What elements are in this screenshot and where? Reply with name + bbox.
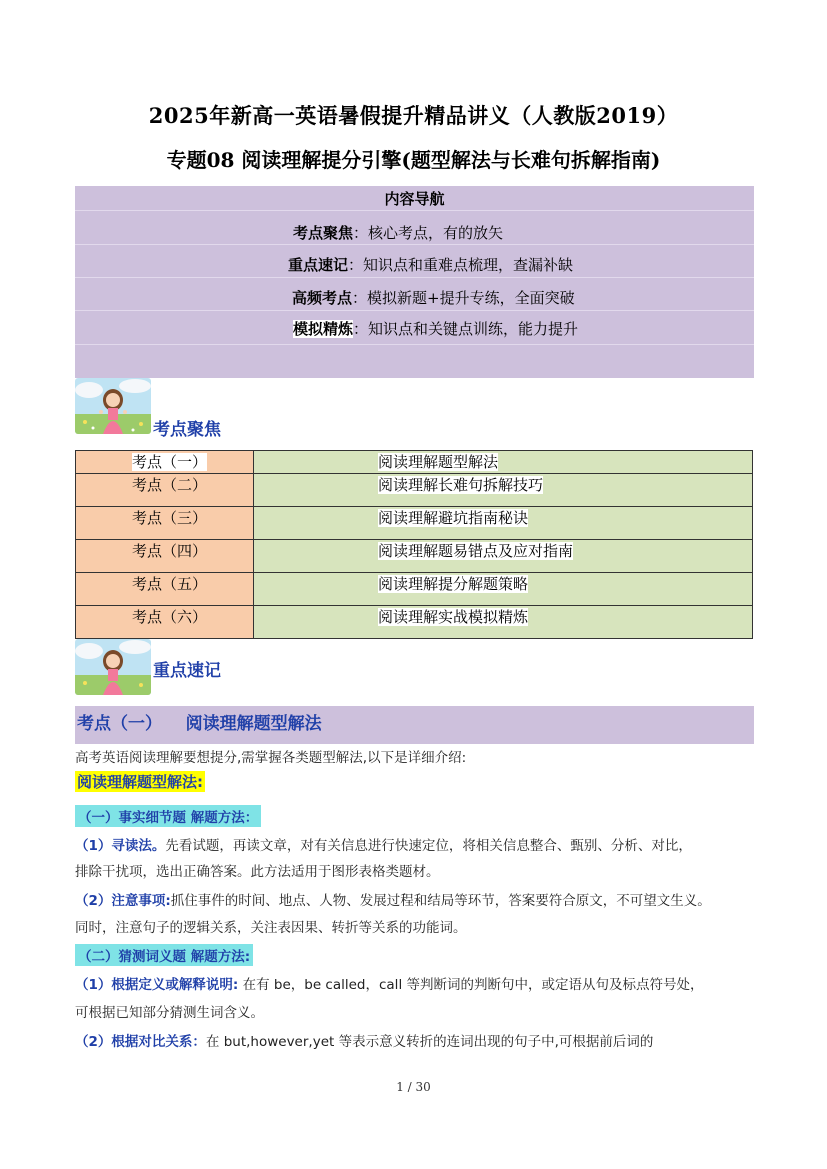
nav-item [292,287,575,308]
paragraph: （2）根据对比关系：在 but,however,yet 等表示意义转折的连词出现的句子中,可根据前后词的 [75,1034,654,1050]
nav-item-label: 考点聚焦 [293,224,354,242]
girl-illustration-icon [75,639,151,695]
key-points-table [75,450,753,639]
nav-divider [75,210,754,211]
topic-heading-bar [75,706,754,744]
nav-item-text: ：模拟新题+提升专练，全面突破 [352,289,575,307]
nav-divider [75,344,754,345]
table-cell-point: 考点（二） [76,474,254,507]
page-number: 1 / 30 [396,1080,431,1094]
nav-item [293,318,578,339]
table-cell-topic: 阅读理解题型解法 [254,451,753,474]
content-navigation [75,186,754,378]
sub-heading: （二）猜测词义题 解题方法: [75,944,253,966]
table-cell-topic: 阅读理解实战模拟精炼 [254,606,753,639]
paragraph-continued: 排除干扰项，选出正确答案。此方法适用于图形表格类题材。 [75,864,440,880]
nav-item-text: ：核心考点，有的放矢 [353,224,504,242]
nav-item [293,222,503,243]
method-heading: 阅读理解题型解法: [77,773,203,791]
paragraph-continued: 可根据已知部分猜测生词含义。 [75,1005,264,1021]
document-title: 2025年新高一英语暑假提升精品讲义（人教版2019） [148,103,679,128]
sub-heading: （一）事实细节题 解题方法： [75,805,261,827]
nav-divider [75,244,754,245]
table-row [76,474,753,507]
nav-item-label: 模拟精炼 [293,320,354,338]
table-cell-point: 考点（一） [76,451,254,474]
document-subtitle: 专题08 阅读理解提分引擎(题型解法与长难句拆解指南) [166,148,661,172]
table-cell-topic: 阅读理解提分解题策略 [254,573,753,606]
paragraph: （1）根据定义或解释说明: 在有 be，be called，call 等判断词的判断句中，或定语从句及标点符号处， [75,977,704,993]
table-cell-point: 考点（六） [76,606,254,639]
nav-item-text: ：知识点和关键点训练，能力提升 [353,320,579,338]
table-cell-point: 考点（五） [76,573,254,606]
nav-divider [75,310,754,311]
table-row [76,573,753,606]
topic-heading: 考点（一） 阅读理解题型解法 [77,714,322,734]
section-title: 重点速记 [153,661,221,681]
intro-paragraph: 高考英语阅读理解要想提分,需掌握各类题型解法,以下是详细介绍: [75,750,467,766]
nav-item-text: ：知识点和重难点梳理，查漏补缺 [348,256,574,274]
paragraph-continued: 同时，注意句子的逻辑关系，关注表因果、转折等关系的功能词。 [75,920,467,936]
table-row [76,507,753,540]
girl-illustration-icon [75,378,151,434]
table-cell-topic: 阅读理解题易错点及应对指南 [254,540,753,573]
table-row [76,451,753,474]
nav-divider [75,277,754,278]
table-row [76,606,753,639]
table-cell-topic: 阅读理解避坑指南秘诀 [254,507,753,540]
paragraph: （2）注意事项:抓住事件的时间、地点、人物、发展过程和结局等环节，答案要符合原文，不可望文生义。 [75,893,711,909]
nav-heading: 内容导航 [384,190,445,208]
section-title: 考点聚焦 [153,420,221,440]
table-row [76,540,753,573]
nav-item-label: 高频考点 [292,289,353,307]
table-cell-topic: 阅读理解长难句拆解技巧 [254,474,753,507]
nav-item [288,254,573,275]
nav-item-label: 重点速记 [288,256,349,274]
table-cell-point: 考点（四） [76,540,254,573]
table-cell-point: 考点（三） [76,507,254,540]
paragraph: （1）寻读法。先看试题，再读文章，对有关信息进行快速定位，将相关信息整合、甄别、分析、对比， [75,838,692,854]
